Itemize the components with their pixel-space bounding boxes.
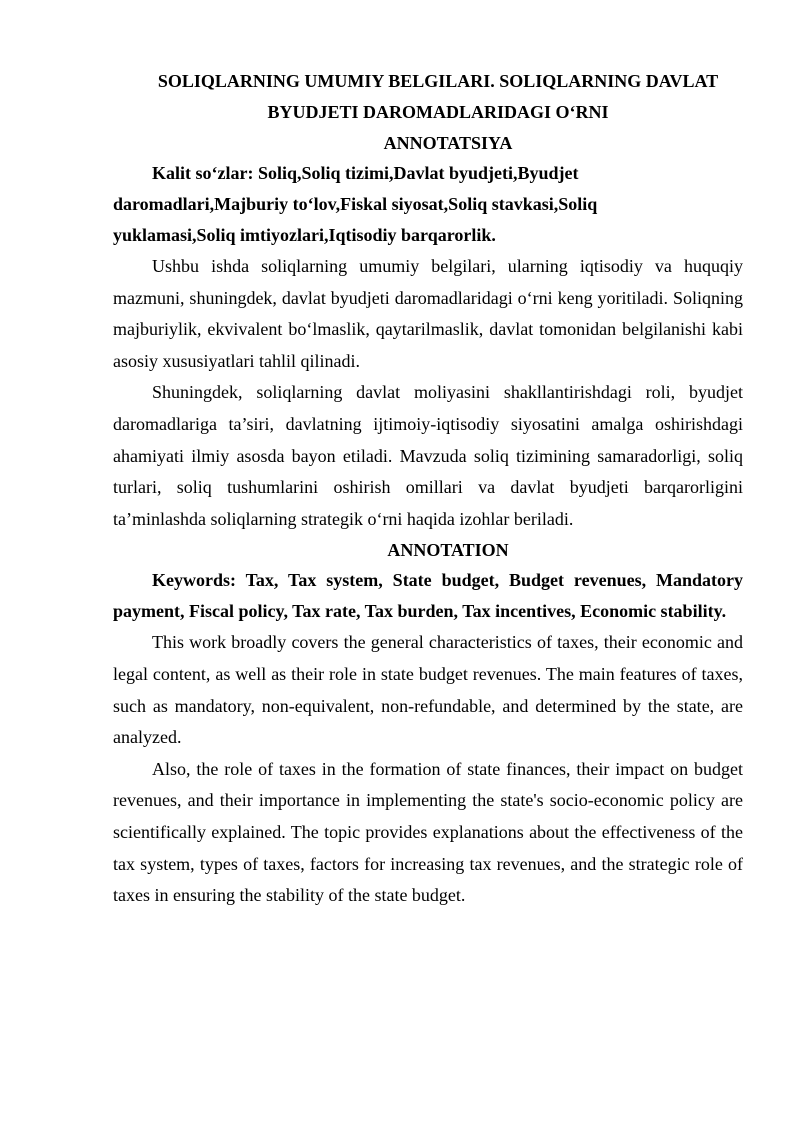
abstract-paragraph-uz-2: Shuningdek, soliqlarning davlat moliyasini shakllantirishdagi roli, byudjet daromadlariga ta’siri, davlatning ijtimoiy-iqtisodiy siyosatini amalga oshirishdagi ahamiyati ilmiy asosda bayon etiladi. Mavzuda soliq tizimining samaradorligi, soliq turlari, soliq tushumlarini oshirish omillari va davlat byudjeti barqarorligini ta’minlashda soliqlarning strategik o‘rni haqida izohlar beriladi.	[113, 382, 743, 529]
keywords-uz: Kalit so‘zlar: Soliq,Soliq tizimi,Davlat byudjeti,Byudjet daromadlari,Majburiy to‘lov,Fiskal siyosat,Soliq stavkasi,Soliq yuklamasi,Soliq imtiyozlari,Iqtisodiy barqarorlik.	[113, 163, 598, 245]
document-page	[113, 66, 743, 912]
paper-title: SOLIQLARNING UMUMIY BELGILARI. SOLIQLARNING DAVLAT BYUDJETI DAROMADLARIDAGI O‘RNI	[157, 71, 719, 122]
abstract-paragraph-en-2: Also, the role of taxes in the formation of state finances, their impact on budget revenues, and their importance in implementing the state's socio-economic policy are scientifically explained. The topic provides explanations about the effectiveness of the tax system, types of taxes, factors for increasing tax revenues, and the strategic role of taxes in ensuring the stability of the state budget.	[113, 758, 743, 906]
abstract-paragraph-uz-1: Ushbu ishda soliqlarning umumiy belgilari, ularning iqtisodiy va huquqiy mazmuni, shuningdek, davlat byudjeti daromadlaridagi o‘rni keng yoritiladi. Soliqning majburiylik, ekvivalent bo‘lmaslik, qaytarilmaslik, davlat tomonidan belgilanishi kabi asosiy xususiyatlari tahlil qilinadi.	[113, 256, 743, 371]
annotation-heading-en: ANNOTATION	[387, 540, 509, 561]
annotation-heading-uz: ANNOTATSIYA	[383, 133, 513, 153]
keywords-en: Keywords: Tax, Tax system, State budget, Budget revenues, Mandatory payment, Fiscal policy, Tax rate, Tax burden, Tax incentives, Economic stability.	[113, 570, 743, 622]
abstract-paragraph-en-1: This work broadly covers the general characteristics of taxes, their economic and legal content, as well as their role in state budget revenues. The main features of taxes, such as mandatory, non-equivalent, non-refundable, and determined by the state, are analyzed.	[113, 632, 743, 748]
